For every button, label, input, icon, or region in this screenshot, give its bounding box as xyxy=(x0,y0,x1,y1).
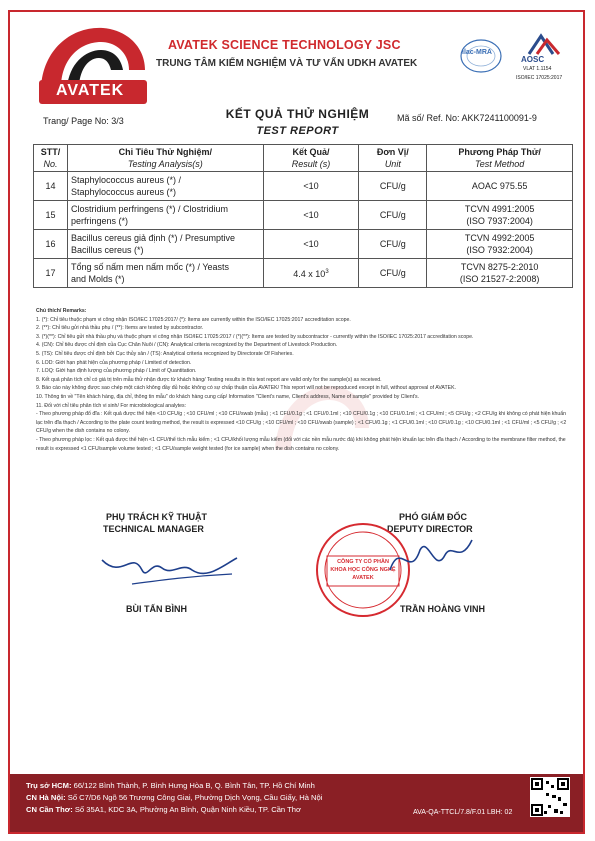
technical-manager-signature xyxy=(92,540,242,590)
iso-text: ISO/IEC 17025:2017 xyxy=(516,75,563,81)
table-row xyxy=(34,259,573,288)
cell-method: TCVN 4992:2005 (ISO 7932:2004) xyxy=(427,230,573,259)
footer-hanoi: CN Hà Nội: Số C7/D6 Ngõ 56 Trương Công Giai, Phường Dịch Vọng, Cầu Giấy, Hà Nội xyxy=(26,793,323,803)
cell-method: TCVN 4991:2005 (ISO 7937:2004) xyxy=(427,201,573,230)
vlat-text: VLAT 1.1154 xyxy=(523,66,552,72)
reference-number: Mã số/ Ref. No: AKK7241100091-9 xyxy=(397,113,537,123)
page-number: Trang/ Page No: 3/3 xyxy=(43,116,124,126)
cell-unit: CFU/g xyxy=(359,259,427,288)
header-no: STT/ No. xyxy=(34,145,68,172)
cell-unit: CFU/g xyxy=(359,172,427,201)
remark-line: 5. (TS): Chỉ tiêu được chỉ định bởi Cục thủy sản / (TS): Analytical criteria recognized by Directorate Of Fisheries. xyxy=(36,350,294,357)
footer-hcm: Trụ sở HCM: 66/122 Bình Thành, P. Bình Hưng Hòa B, Q. Bình Tân, TP. Hồ Chí Minh xyxy=(26,781,315,790)
remark-line: 2. (**): Chỉ tiêu gửi nhà thầu phụ / (**): Items are tested by subcontractor. xyxy=(36,325,204,332)
remark-line: 10. Thông tin về "Tên khách hàng, địa chỉ, thông tin mẫu" do khách hàng cung cấp/ Information "Client's name, Client's address, Name of sample" provided by Client's. xyxy=(36,393,420,400)
table-row xyxy=(34,230,573,259)
remark-line: 7. LOQ: Giới hạn định lượng của phương pháp / Limit of Quantitation. xyxy=(36,368,197,375)
logo-text: AVATEK xyxy=(56,82,125,99)
aosc-text: AOSC xyxy=(521,55,545,64)
company-subtitle: TRUNG TÂM KIỂM NGHIỆM VÀ TƯ VẤN UDKH AVATEK xyxy=(156,58,418,69)
remark-line: - Theo phương pháp đổ đĩa : Kết quả được thể hiện <10 CFU/g ; <10 CFU/ml ; <10 CFU/swab (mẫu) ; <1 CFU/0.1g ; <1 CFU/0.1ml ; <10 CFU/0.1g ; <10 CFU/0.1ml ; <1 CFU/ml ; <5 CFU/g ; <2 CFU/g khi không có phát hiện khuẩn lạc trên đĩa thạch / According to the plate count testing method, the result is expressed <10 CFU/g ; <10 CFU/ml ; <10 CFU/swab (sample) ; <1 CFU/0.1g ; <1 CFU/0.1ml ; <10 CFU/0.1g ; <10 CFU/0.1ml ; <1 CFU/ml ; <5 CFU/g ; <2 CFU/g when the dish contains no colony. xyxy=(36,411,567,435)
cell-unit: CFU/g xyxy=(359,230,427,259)
deputy-director-signature xyxy=(380,530,480,590)
cell-result: <10 xyxy=(263,201,359,230)
report-title-vn: KẾT QUẢ THỬ NGHIỆM xyxy=(225,107,370,121)
report-title-en: TEST REPORT xyxy=(256,125,339,137)
cell-method: AOAC 975.55 xyxy=(427,172,573,201)
cell-result: <10 xyxy=(263,172,359,201)
cell-unit: CFU/g xyxy=(359,201,427,230)
remark-line: 1. (*): Chỉ tiêu thuộc phạm vi công nhận ISO/IEC 17025:2017/ (*): Items are currently within the ISO/IEC 17025:2017 accreditation scope. xyxy=(36,316,351,323)
cell-no: 15 xyxy=(34,201,68,230)
remark-line: 6. LOD: Giới hạn phát hiện của phương pháp / Limited of detection. xyxy=(36,359,192,366)
header-unit: Đơn Vị/ Unit xyxy=(359,145,427,172)
remark-line: 3. (*)(**): Chỉ tiêu gửi nhà thầu phụ và thuộc phạm vi công nhận ISO/IEC 17025:2017 / (*)(**): Items are tested by subcontractor - currently within the ISO/IEC 17025:2017 accreditation scope. xyxy=(36,333,474,340)
technical-manager-name: BÙI TẤN BÌNH xyxy=(126,604,187,614)
footer-addresses xyxy=(26,780,322,817)
deputy-director-name: TRẦN HOÀNG VINH xyxy=(400,604,485,614)
technical-manager-title-vn: PHỤ TRÁCH KỸ THUẬT xyxy=(106,512,207,522)
company-name: AVATEK SCIENCE TECHNOLOGY JSC xyxy=(168,38,401,52)
remark-line: 9. Báo cáo này không được sao chép một cách không đầy đủ hoặc không có sự chấp thuận của AVATEK/ This report will not be reproduced except in full, without approval of AVATEK. xyxy=(36,385,457,392)
remark-line: 11. Đối với chỉ tiêu phân tích vi sinh/ For microbiological analytes: xyxy=(36,402,187,409)
footer-cantho: CN Cần Thơ: Số 35A1, KDC 3A, Phường An Bình, Quận Ninh Kiều, TP. Cần Thơ xyxy=(26,805,301,815)
qr-code-icon xyxy=(530,777,570,817)
form-code: AVA-QA-TTCL/7.8/F.01 LBH: 02 xyxy=(413,809,513,816)
cell-no: 17 xyxy=(34,259,68,288)
cell-analysis: Clostridium perfringens (*) / Clostridium perfringens (*) xyxy=(67,201,263,230)
remark-line: 8. Kết quả phân tích chỉ có giá trị trên mẫu thử nhận được từ khách hàng/ Testing results in this test report are valid only for the sample(s) as received. xyxy=(36,376,382,383)
cell-analysis: Bacillus cereus giả định (*) / Presumptive Bacillus cereus (*) xyxy=(67,230,263,259)
cell-no: 14 xyxy=(34,172,68,201)
remarks-section xyxy=(36,307,571,453)
header-result: Kết Quả/ Result (s) xyxy=(263,145,359,172)
header-analysis: Chỉ Tiêu Thử Nghiệm/ Testing Analysis(s) xyxy=(67,145,263,172)
technical-manager-title-en: TECHNICAL MANAGER xyxy=(103,524,204,534)
remark-line: 4. (CN): Chỉ tiêu được chỉ định của Cục Chăn Nuôi / (CN): Analytical criteria recognized by the Department of Livestock Production. xyxy=(36,342,338,349)
remarks-heading: Chú thích/ Remarks: xyxy=(36,308,87,314)
deputy-director-title-vn: PHÓ GIÁM ĐỐC xyxy=(399,512,468,522)
cell-analysis: Tổng số nấm men nấm mốc (*) / Yeasts and Molds (*) xyxy=(67,259,263,288)
cell-result: <10 xyxy=(263,230,359,259)
cell-analysis: Staphylococcus aureus (*) / Staphylococcus aureus (*) xyxy=(67,172,263,201)
table-row xyxy=(34,201,573,230)
deputy-director-title-en: DEPUTY DIRECTOR xyxy=(387,524,473,534)
table-header-row xyxy=(34,145,573,172)
results-table xyxy=(33,144,573,288)
cell-no: 16 xyxy=(34,230,68,259)
header-method: Phương Pháp Thử/ Test Method xyxy=(427,145,573,172)
remark-line: - Theo phương pháp lọc : Kết quả được thể hiện <1 CFU/thể tích mẫu kiểm ; <1 CFU/khối lượng mẫu kiểm (đối với các nền mẫu nước đá) khi không phát hiện khuẩn lạc trên đĩa thạch / According to the membrane filter method, the result is expressed <1 CFU/sample volume tested ; <1 CFU/sample weight tested (for ice sample) when the dish contains no colony. xyxy=(36,436,566,452)
ilac-mra-logo xyxy=(459,38,503,74)
cell-result: 4.4 x $10^3$ xyxy=(263,259,359,288)
stamp-text: CÔNG TY CỔ PHẦN KHOA HỌC CÔNG NGHỆ AVATEK xyxy=(330,559,396,581)
cell-method: TCVN 8275-2:2010 (ISO 21527-2:2008) xyxy=(427,259,573,288)
table-row xyxy=(34,172,573,201)
ilac-text: ilac-MRA xyxy=(462,49,492,56)
